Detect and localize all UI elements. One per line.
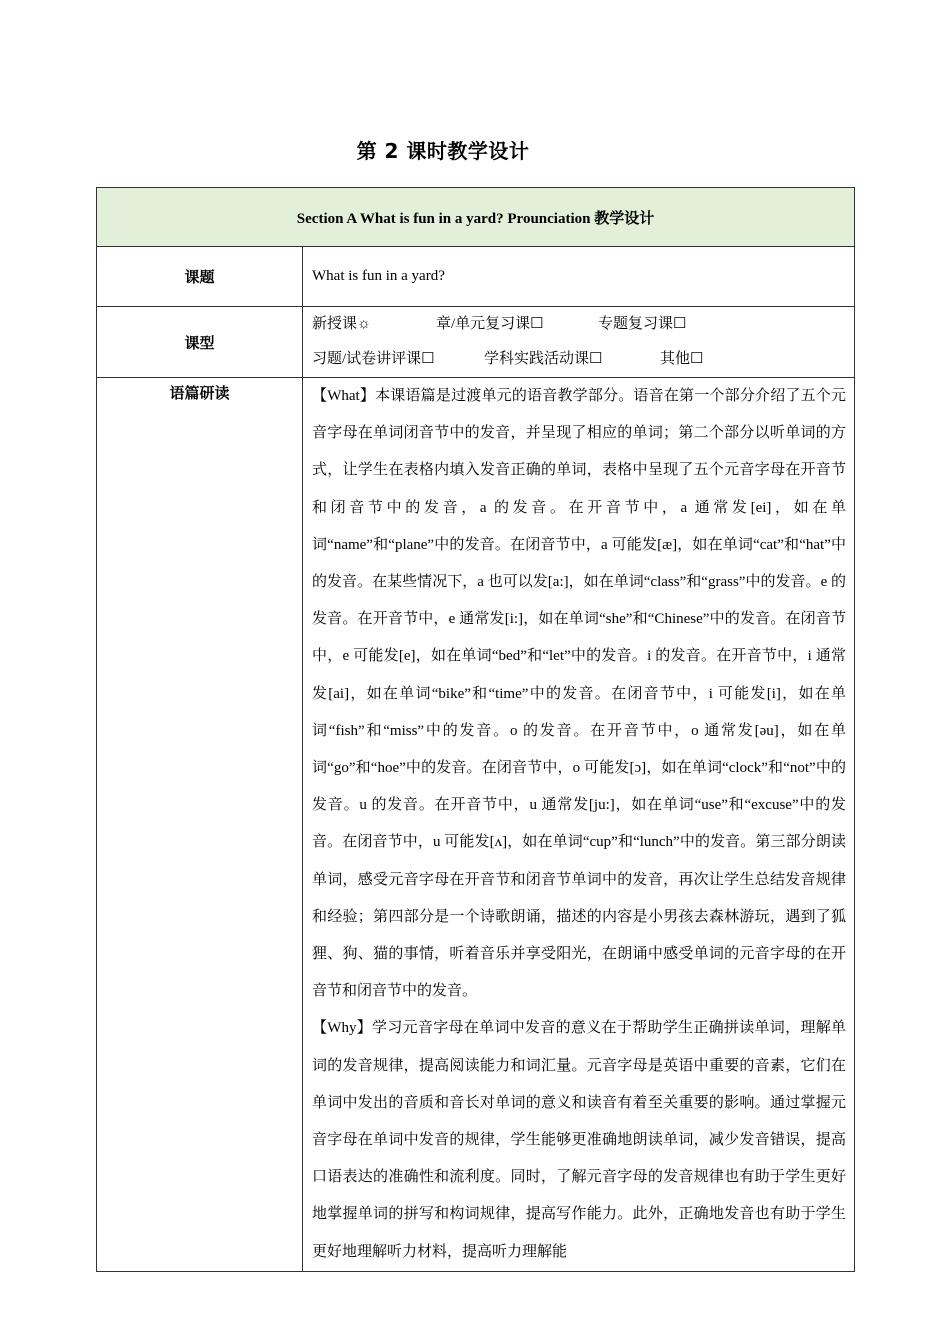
why-paragraph: 【Why】学习元音字母在单词中发音的意义在于帮助学生正确拼读单词，理解单词的发音规律，提高阅读能力和词汇量。元音字母是英语中重要的音素，它们在单词中发出的音质和音长对单词的意义和读音有着至关重要的影响。通过掌握元音字母在单词中发音的规律，学生能够更准确地朗读单词，减少发音错误，提高口语表达的准确性和流利度。同时，了解元音字母的发音规律也有助于学生更好地掌握单词的拼写和构词规律，提高写作能力。此外，正确地发音也有助于学生更好地理解听力材料，提高听力理解能 — [312, 1020, 847, 1260]
lesson-type-option: 习题/试卷讲评课☐ — [312, 351, 435, 367]
lesson-type-option: 章/单元复习课☐ — [436, 316, 544, 332]
lesson-type-option: 其他☐ — [660, 351, 704, 367]
what-paragraph: 【What】本课语篇是过渡单元的语音教学部分。语音在第一个部分介绍了五个元音字母在单词闭音节中的发音，并呈现了相应的单词；第二个部分以听单词的方式，让学生在表格内填入发音正确的单词，表格中呈现了五个元音字母在开音节和闭音节中的发音，a 的发音。在开音节中，a 通常发[ei]，如在单词“name”和“plane”中的发音。在闭音节中，a 可能发[æ]，如在单词“cat”和“hat”中的发音。在某些情况下，a 也可以发[a:]，如在单词“class”和“grass”中的发音。e 的发音。在开音节中，e 通常发[i:]，如在单词“she”和“Chinese”中的发音。在闭音节中，e 可能发[e]，如在单词“bed”和“let”中的发音。i 的发音。在开音节中，i 通常发[ai]，如在单词“bike”和“time”中的发音。在闭音节中，i 可能发[i]，如在单词“fish”和“miss”中的发音。o 的发音。在开音节中，o 通常发[əu]，如在单词“go”和“hoe”中的发音。在闭音节中，o 可能发[ɔ]，如在单词“clock”和“not”中的发音。u 的发音。在开音节中，u 通常发[ju:]，如在单词“use”和“excuse”中的发音。在闭音节中，u 可能发[ʌ]，如在单词“cup”和“lunch”中的发音。第三部分朗读单词，感受元音字母在开音节和闭音节单词中的发音，再次让学生总结发音规律和经验；第四部分是一个诗歌朗诵，描述的内容是小男孩去森林游玩，遇到了狐狸、狗、猫的事情，听着音乐并享受阳光，在朗诵中感受单词的元音字母的在开音节和闭音节中的发音。 — [312, 388, 847, 1000]
lesson-plan-table — [96, 187, 855, 1272]
table-header-row — [97, 188, 855, 247]
lesson-type-option: 专题复习课☐ — [598, 316, 687, 332]
topic-row — [97, 247, 855, 307]
lesson-type-row — [97, 307, 855, 378]
lesson-type-options — [303, 307, 855, 378]
text-analysis-label: 语篇研读 — [97, 378, 303, 1272]
lesson-type-option: 新授课☼ — [312, 316, 371, 332]
topic-value: What is fun in a yard? — [303, 247, 855, 307]
page-title: 第 2 课时教学设计 — [356, 139, 530, 163]
text-analysis-body — [303, 378, 855, 1272]
topic-label: 课题 — [97, 247, 303, 307]
text-analysis-row — [97, 378, 855, 1272]
lesson-type-label: 课型 — [97, 307, 303, 378]
table-header: Section A What is fun in a yard? Prounciation 教学设计 — [97, 188, 855, 247]
lesson-type-option: 学科实践活动课☐ — [484, 351, 603, 367]
